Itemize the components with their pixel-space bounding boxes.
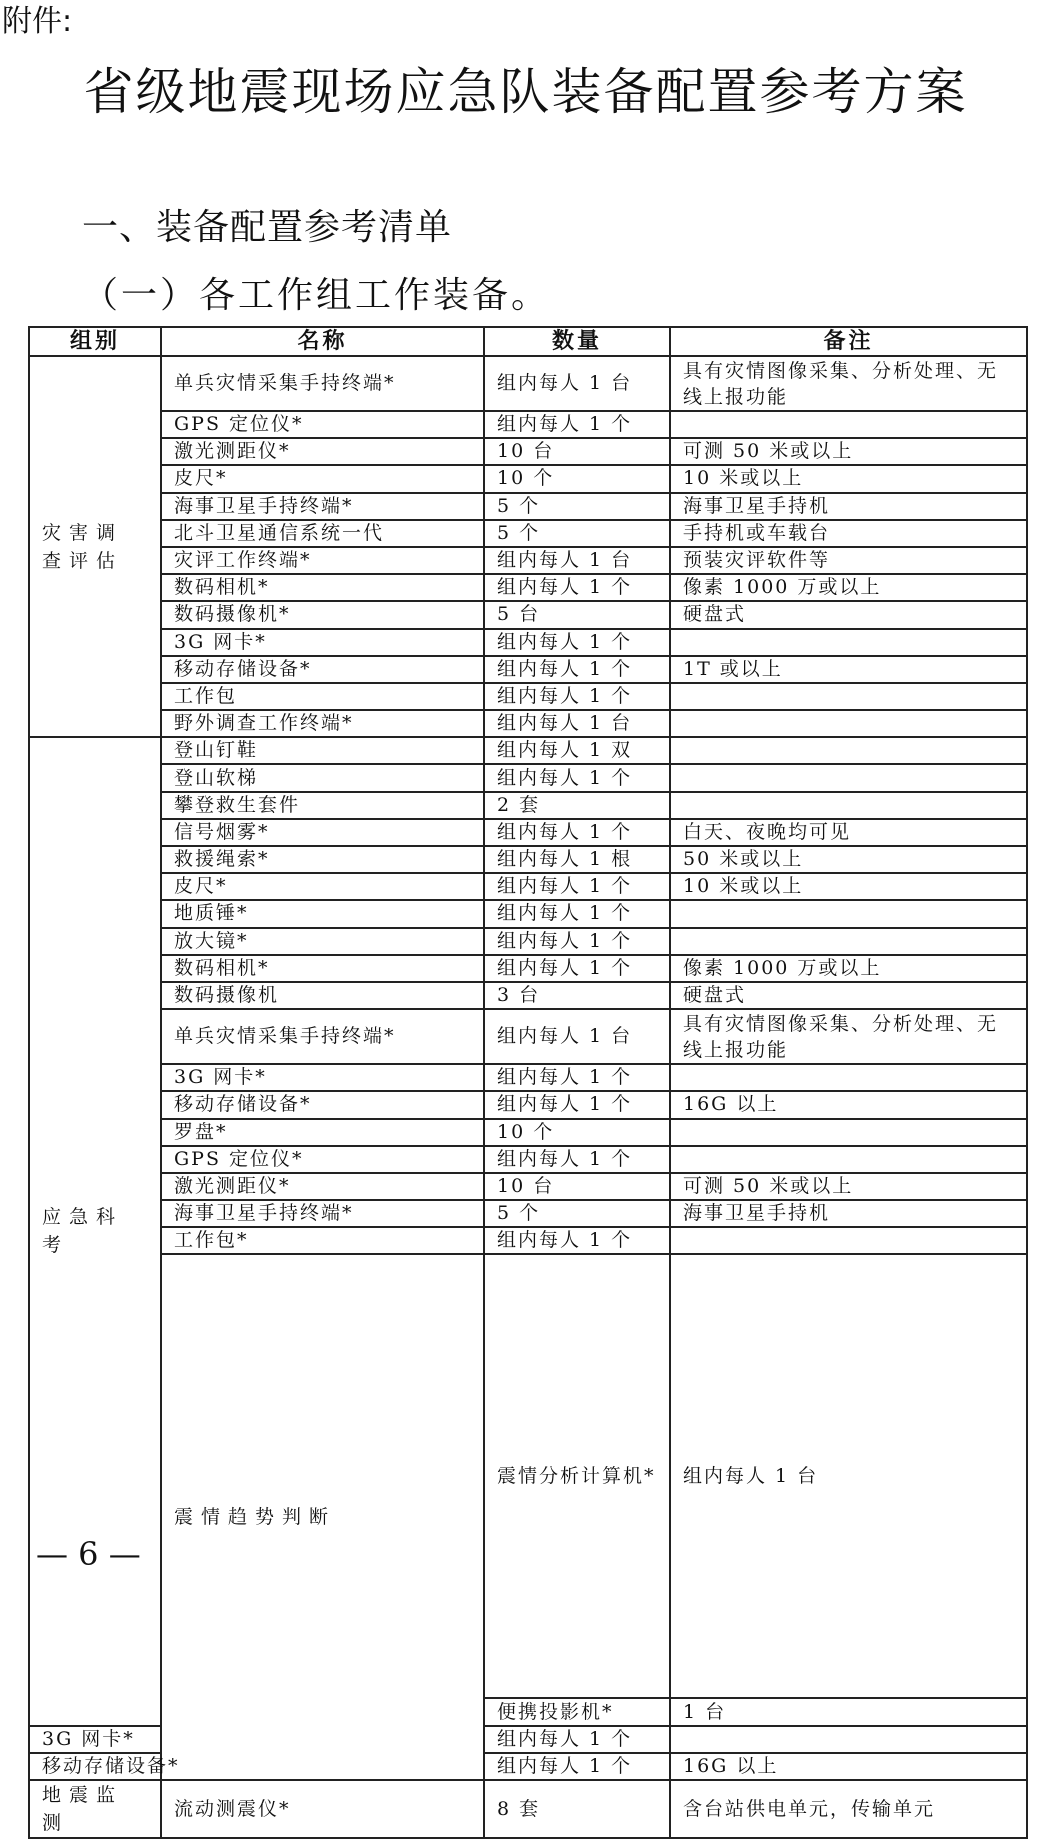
quantity-cell: 组内每人 1 个 [484, 1726, 670, 1753]
table-row [29, 411, 1027, 438]
note-cell [670, 710, 1027, 737]
note-cell: 16G 以上 [670, 1091, 1027, 1118]
note-cell [670, 1119, 1027, 1146]
quantity-cell: 组内每人 1 台 [670, 1254, 1027, 1698]
note-cell [670, 683, 1027, 710]
group-cell: 震情趋势判断 [161, 1254, 484, 1780]
table-row [29, 465, 1027, 492]
name-cell: 数码相机* [161, 955, 484, 982]
quantity-cell: 组内每人 1 个 [484, 1227, 670, 1254]
table-row [29, 900, 1027, 927]
quantity-cell: 组内每人 1 台 [484, 710, 670, 737]
table-row [29, 601, 1027, 628]
name-cell: 皮尺* [161, 873, 484, 900]
note-cell: 具有灾情图像采集、分析处理、无线上报功能 [670, 1009, 1027, 1064]
quantity-cell: 组内每人 1 个 [484, 683, 670, 710]
name-cell: GPS 定位仪* [161, 1146, 484, 1173]
name-cell: 数码摄像机* [161, 601, 484, 628]
note-cell: 含台站供电单元，传输单元 [670, 1780, 1027, 1838]
equipment-table [28, 326, 1028, 1839]
table-row [29, 928, 1027, 955]
table-row [29, 356, 1027, 411]
table-row [29, 1091, 1027, 1118]
name-cell: 工作包* [161, 1227, 484, 1254]
name-cell: 移动存储设备* [29, 1753, 161, 1780]
name-cell: 信号烟雾* [161, 819, 484, 846]
note-cell [670, 1146, 1027, 1173]
note-cell: 可测 50 米或以上 [670, 438, 1027, 465]
table-row [29, 629, 1027, 656]
name-cell: 单兵灾情采集手持终端* [161, 356, 484, 411]
name-cell: 移动存储设备* [161, 1091, 484, 1118]
note-cell: 手持机或车载台 [670, 520, 1027, 547]
quantity-cell: 组内每人 1 台 [484, 356, 670, 411]
quantity-cell: 组内每人 1 个 [484, 656, 670, 683]
quantity-cell: 8 套 [484, 1780, 670, 1838]
name-cell: 数码摄像机 [161, 982, 484, 1009]
quantity-cell: 组内每人 1 个 [484, 928, 670, 955]
name-cell: 地质锤* [161, 900, 484, 927]
quantity-cell: 10 个 [484, 1119, 670, 1146]
quantity-cell: 组内每人 1 双 [484, 737, 670, 764]
table-row [29, 493, 1027, 520]
attachment-label: 附件: [2, 4, 73, 39]
quantity-cell: 组内每人 1 个 [484, 900, 670, 927]
table-row [29, 1254, 1027, 1698]
note-cell: 白天、夜晚均可见 [670, 819, 1027, 846]
table-row [29, 1064, 1027, 1091]
table-row [29, 1009, 1027, 1064]
note-cell [670, 900, 1027, 927]
name-cell: 北斗卫星通信系统一代 [161, 520, 484, 547]
note-cell: 硬盘式 [670, 982, 1027, 1009]
name-cell: 3G 网卡* [29, 1726, 161, 1753]
name-cell: 放大镜* [161, 928, 484, 955]
note-cell [670, 737, 1027, 764]
note-cell [670, 629, 1027, 656]
note-cell: 像素 1000 万或以上 [670, 955, 1027, 982]
quantity-cell: 组内每人 1 个 [484, 629, 670, 656]
name-cell: 登山钉鞋 [161, 737, 484, 764]
note-cell: 可测 50 米或以上 [670, 1173, 1027, 1200]
name-cell: 单兵灾情采集手持终端* [161, 1009, 484, 1064]
quantity-cell: 组内每人 1 台 [484, 1009, 670, 1064]
table-row [29, 846, 1027, 873]
note-cell [670, 411, 1027, 438]
table-row [29, 1227, 1027, 1254]
table-row [29, 819, 1027, 846]
name-cell: 3G 网卡* [161, 1064, 484, 1091]
table-row [29, 1146, 1027, 1173]
quantity-cell: 10 台 [484, 1173, 670, 1200]
table-row [29, 873, 1027, 900]
section-heading: 一、装备配置参考清单 [82, 207, 453, 248]
quantity-cell: 组内每人 1 个 [484, 1091, 670, 1118]
table-row [29, 574, 1027, 601]
quantity-cell: 组内每人 1 个 [484, 1753, 670, 1780]
quantity-cell: 5 台 [484, 601, 670, 628]
note-cell: 硬盘式 [670, 601, 1027, 628]
name-cell: 便携投影机* [484, 1698, 670, 1725]
name-cell: 激光测距仪* [161, 438, 484, 465]
table-row [29, 710, 1027, 737]
note-cell [670, 1064, 1027, 1091]
name-cell: 工作包 [161, 683, 484, 710]
table-body [29, 356, 1027, 1838]
name-cell: 攀登救生套件 [161, 792, 484, 819]
quantity-cell: 10 台 [484, 438, 670, 465]
table-row [29, 982, 1027, 1009]
table-row [29, 547, 1027, 574]
quantity-cell: 3 台 [484, 982, 670, 1009]
name-cell: GPS 定位仪* [161, 411, 484, 438]
table-row [29, 1753, 1027, 1780]
table-header-row [29, 327, 1027, 356]
name-cell: 野外调查工作终端* [161, 710, 484, 737]
name-cell: 激光测距仪* [161, 1173, 484, 1200]
quantity-cell: 5 个 [484, 1200, 670, 1227]
table-row [29, 737, 1027, 764]
document-title: 省级地震现场应急队装备配置参考方案 [83, 63, 968, 121]
note-cell: 16G 以上 [670, 1753, 1027, 1780]
name-cell: 海事卫星手持终端* [161, 1200, 484, 1227]
note-cell: 10 米或以上 [670, 465, 1027, 492]
subsection-heading: （一）各工作组工作装备。 [82, 275, 551, 316]
quantity-cell: 5 个 [484, 520, 670, 547]
note-cell [670, 792, 1027, 819]
note-cell: 10 米或以上 [670, 873, 1027, 900]
note-cell [670, 1726, 1027, 1753]
quantity-cell: 组内每人 1 个 [484, 764, 670, 791]
table-row [29, 656, 1027, 683]
name-cell: 流动测震仪* [161, 1780, 484, 1838]
header-note: 备注 [670, 327, 1027, 356]
header-quantity: 数量 [484, 327, 670, 356]
header-name: 名称 [161, 327, 484, 356]
table-row [29, 955, 1027, 982]
quantity-cell: 组内每人 1 根 [484, 846, 670, 873]
page-number: — 6 — [36, 1535, 141, 1573]
quantity-cell: 组内每人 1 个 [484, 574, 670, 601]
group-cell: 灾害调查评估 [29, 356, 161, 737]
name-cell: 登山软梯 [161, 764, 484, 791]
note-cell: 海事卫星手持机 [670, 493, 1027, 520]
name-cell: 海事卫星手持终端* [161, 493, 484, 520]
group-cell: 地震监测 [29, 1780, 161, 1838]
quantity-cell: 2 套 [484, 792, 670, 819]
name-cell: 3G 网卡* [161, 629, 484, 656]
name-cell: 罗盘* [161, 1119, 484, 1146]
table-row [29, 438, 1027, 465]
table-row [29, 1119, 1027, 1146]
group-cell: 应急科考 [29, 737, 161, 1725]
note-cell [670, 1227, 1027, 1254]
table-row [29, 764, 1027, 791]
quantity-cell: 1 台 [670, 1698, 1027, 1725]
table-row [29, 792, 1027, 819]
note-cell: 1T 或以上 [670, 656, 1027, 683]
name-cell: 灾评工作终端* [161, 547, 484, 574]
header-group: 组别 [29, 327, 161, 356]
quantity-cell: 组内每人 1 个 [484, 955, 670, 982]
name-cell: 震情分析计算机* [484, 1254, 670, 1698]
table-row [29, 520, 1027, 547]
quantity-cell: 组内每人 1 个 [484, 1064, 670, 1091]
note-cell [670, 928, 1027, 955]
quantity-cell: 组内每人 1 个 [484, 1146, 670, 1173]
quantity-cell: 5 个 [484, 493, 670, 520]
quantity-cell: 组内每人 1 个 [484, 411, 670, 438]
quantity-cell: 组内每人 1 个 [484, 819, 670, 846]
name-cell: 移动存储设备* [161, 656, 484, 683]
note-cell: 具有灾情图像采集、分析处理、无线上报功能 [670, 356, 1027, 411]
name-cell: 皮尺* [161, 465, 484, 492]
note-cell: 海事卫星手持机 [670, 1200, 1027, 1227]
note-cell [670, 764, 1027, 791]
note-cell: 50 米或以上 [670, 846, 1027, 873]
note-cell: 预装灾评软件等 [670, 547, 1027, 574]
quantity-cell: 组内每人 1 个 [484, 873, 670, 900]
note-cell: 像素 1000 万或以上 [670, 574, 1027, 601]
table-row [29, 1200, 1027, 1227]
quantity-cell: 10 个 [484, 465, 670, 492]
table-row [29, 683, 1027, 710]
quantity-cell: 组内每人 1 台 [484, 547, 670, 574]
name-cell: 数码相机* [161, 574, 484, 601]
table-row [29, 1780, 1027, 1838]
name-cell: 救援绳索* [161, 846, 484, 873]
table-row [29, 1173, 1027, 1200]
